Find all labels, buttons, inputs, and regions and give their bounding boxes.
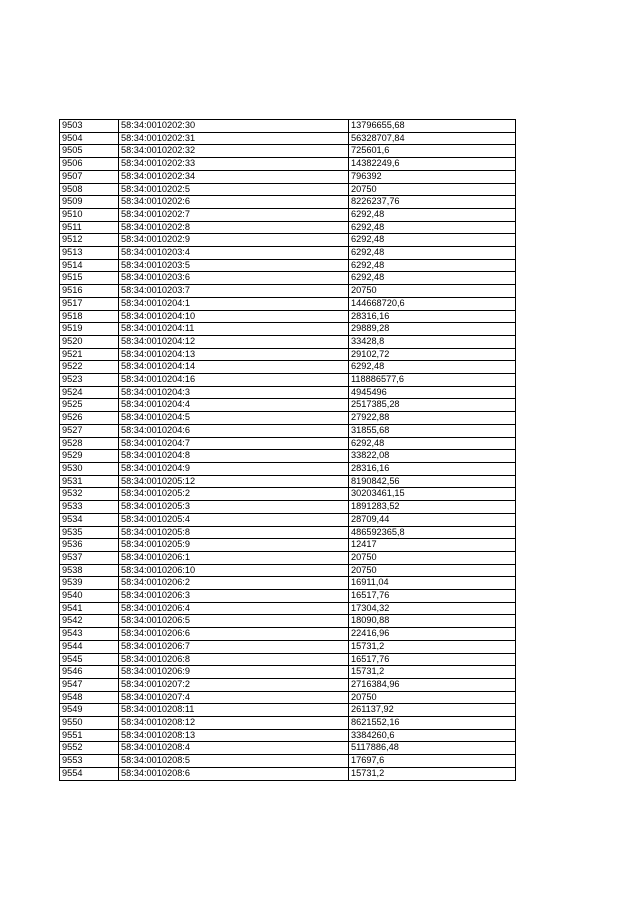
row-number-cell: 9512: [60, 234, 119, 247]
value-cell: 144668720,6: [349, 297, 516, 310]
value-cell: 12417: [349, 539, 516, 552]
table-row: [60, 158, 516, 171]
table-row: [60, 247, 516, 260]
cadastral-number-cell: 58:34:0010203:6: [119, 272, 349, 285]
value-cell: 20750: [349, 285, 516, 298]
table-row: [60, 678, 516, 691]
row-number-cell: 9552: [60, 742, 119, 755]
value-cell: 725601,6: [349, 145, 516, 158]
table-body: [60, 120, 516, 781]
cadastral-number-cell: 58:34:0010202:30: [119, 120, 349, 133]
value-cell: 56328707,84: [349, 132, 516, 145]
row-number-cell: 9521: [60, 348, 119, 361]
value-cell: 28316,16: [349, 462, 516, 475]
cadastral-number-cell: 58:34:0010205:12: [119, 475, 349, 488]
cadastral-number-cell: 58:34:0010204:12: [119, 335, 349, 348]
table-row: [60, 310, 516, 323]
row-number-cell: 9514: [60, 259, 119, 272]
row-number-cell: 9532: [60, 488, 119, 501]
cadastral-number-cell: 58:34:0010208:12: [119, 717, 349, 730]
table-row: [60, 615, 516, 628]
cadastral-number-cell: 58:34:0010207:4: [119, 691, 349, 704]
cadastral-number-cell: 58:34:0010203:7: [119, 285, 349, 298]
value-cell: 28709,44: [349, 513, 516, 526]
table-row: [60, 208, 516, 221]
value-cell: 6292,48: [349, 361, 516, 374]
row-number-cell: 9511: [60, 221, 119, 234]
cadastral-number-cell: 58:34:0010206:5: [119, 615, 349, 628]
cadastral-number-cell: 58:34:0010206:4: [119, 602, 349, 615]
cadastral-number-cell: 58:34:0010204:14: [119, 361, 349, 374]
table-row: [60, 653, 516, 666]
row-number-cell: 9504: [60, 132, 119, 145]
row-number-cell: 9529: [60, 450, 119, 463]
cadastral-number-cell: 58:34:0010206:10: [119, 564, 349, 577]
cadastral-number-cell: 58:34:0010208:13: [119, 729, 349, 742]
cadastral-number-cell: 58:34:0010204:16: [119, 374, 349, 387]
cadastral-number-cell: 58:34:0010208:4: [119, 742, 349, 755]
table-row: [60, 221, 516, 234]
table-row: [60, 196, 516, 209]
table-row: [60, 488, 516, 501]
cadastral-value-table: [59, 119, 516, 781]
row-number-cell: 9546: [60, 666, 119, 679]
value-cell: 118886577,6: [349, 374, 516, 387]
value-cell: 31855,68: [349, 424, 516, 437]
cadastral-number-cell: 58:34:0010204:8: [119, 450, 349, 463]
row-number-cell: 9553: [60, 755, 119, 768]
table-row: [60, 602, 516, 615]
table-row: [60, 691, 516, 704]
value-cell: 33822,08: [349, 450, 516, 463]
row-number-cell: 9535: [60, 526, 119, 539]
table-row: [60, 628, 516, 641]
cadastral-number-cell: 58:34:0010205:3: [119, 501, 349, 514]
cadastral-number-cell: 58:34:0010202:32: [119, 145, 349, 158]
cadastral-number-cell: 58:34:0010202:31: [119, 132, 349, 145]
row-number-cell: 9539: [60, 577, 119, 590]
cadastral-number-cell: 58:34:0010208:5: [119, 755, 349, 768]
row-number-cell: 9541: [60, 602, 119, 615]
table-row: [60, 335, 516, 348]
cadastral-number-cell: 58:34:0010202:34: [119, 170, 349, 183]
value-cell: 20750: [349, 564, 516, 577]
value-cell: 1891283,52: [349, 501, 516, 514]
row-number-cell: 9537: [60, 551, 119, 564]
cadastral-number-cell: 58:34:0010204:10: [119, 310, 349, 323]
row-number-cell: 9527: [60, 424, 119, 437]
value-cell: 5117886,48: [349, 742, 516, 755]
cadastral-number-cell: 58:34:0010206:9: [119, 666, 349, 679]
value-cell: 27922,88: [349, 412, 516, 425]
row-number-cell: 9526: [60, 412, 119, 425]
table-row: [60, 323, 516, 336]
table-row: [60, 374, 516, 387]
cadastral-number-cell: 58:34:0010204:11: [119, 323, 349, 336]
table-row: [60, 424, 516, 437]
row-number-cell: 9536: [60, 539, 119, 552]
cadastral-number-cell: 58:34:0010206:3: [119, 590, 349, 603]
row-number-cell: 9515: [60, 272, 119, 285]
table-row: [60, 564, 516, 577]
cadastral-number-cell: 58:34:0010204:7: [119, 437, 349, 450]
table-row: [60, 539, 516, 552]
table-row: [60, 666, 516, 679]
value-cell: 6292,48: [349, 437, 516, 450]
table-row: [60, 170, 516, 183]
cadastral-number-cell: 58:34:0010207:2: [119, 678, 349, 691]
cadastral-number-cell: 58:34:0010204:13: [119, 348, 349, 361]
value-cell: 3384260,6: [349, 729, 516, 742]
table-row: [60, 767, 516, 780]
table-row: [60, 462, 516, 475]
row-number-cell: 9517: [60, 297, 119, 310]
value-cell: 4945496: [349, 386, 516, 399]
cadastral-number-cell: 58:34:0010202:6: [119, 196, 349, 209]
cadastral-number-cell: 58:34:0010205:2: [119, 488, 349, 501]
value-cell: 33428,8: [349, 335, 516, 348]
row-number-cell: 9538: [60, 564, 119, 577]
cadastral-number-cell: 58:34:0010203:4: [119, 247, 349, 260]
value-cell: 2517385,28: [349, 399, 516, 412]
row-number-cell: 9528: [60, 437, 119, 450]
value-cell: 28316,16: [349, 310, 516, 323]
row-number-cell: 9503: [60, 120, 119, 133]
table-row: [60, 285, 516, 298]
row-number-cell: 9516: [60, 285, 119, 298]
row-number-cell: 9545: [60, 653, 119, 666]
value-cell: 22416,96: [349, 628, 516, 641]
row-number-cell: 9525: [60, 399, 119, 412]
value-cell: 8190842,56: [349, 475, 516, 488]
table-row: [60, 526, 516, 539]
table-row: [60, 437, 516, 450]
row-number-cell: 9507: [60, 170, 119, 183]
cadastral-number-cell: 58:34:0010206:2: [119, 577, 349, 590]
cadastral-number-cell: 58:34:0010204:3: [119, 386, 349, 399]
table-row: [60, 501, 516, 514]
table-row: [60, 183, 516, 196]
table-row: [60, 361, 516, 374]
row-number-cell: 9508: [60, 183, 119, 196]
row-number-cell: 9550: [60, 717, 119, 730]
row-number-cell: 9518: [60, 310, 119, 323]
table-row: [60, 717, 516, 730]
value-cell: 486592365,8: [349, 526, 516, 539]
value-cell: 8226237,76: [349, 196, 516, 209]
table-row: [60, 475, 516, 488]
cadastral-number-cell: 58:34:0010205:4: [119, 513, 349, 526]
table-row: [60, 755, 516, 768]
value-cell: 261137,92: [349, 704, 516, 717]
cadastral-number-cell: 58:34:0010202:8: [119, 221, 349, 234]
value-cell: 17697,6: [349, 755, 516, 768]
table-row: [60, 259, 516, 272]
cadastral-number-cell: 58:34:0010202:33: [119, 158, 349, 171]
row-number-cell: 9522: [60, 361, 119, 374]
value-cell: 20750: [349, 691, 516, 704]
table-row: [60, 120, 516, 133]
cadastral-number-cell: 58:34:0010204:4: [119, 399, 349, 412]
row-number-cell: 9519: [60, 323, 119, 336]
value-cell: 15731,2: [349, 666, 516, 679]
cadastral-number-cell: 58:34:0010206:1: [119, 551, 349, 564]
value-cell: 6292,48: [349, 221, 516, 234]
row-number-cell: 9513: [60, 247, 119, 260]
cadastral-number-cell: 58:34:0010204:9: [119, 462, 349, 475]
table-row: [60, 412, 516, 425]
cadastral-number-cell: 58:34:0010205:9: [119, 539, 349, 552]
value-cell: 29102,72: [349, 348, 516, 361]
cadastral-number-cell: 58:34:0010202:5: [119, 183, 349, 196]
table-row: [60, 704, 516, 717]
table-row: [60, 640, 516, 653]
value-cell: 6292,48: [349, 234, 516, 247]
value-cell: 15731,2: [349, 640, 516, 653]
table-row: [60, 590, 516, 603]
value-cell: 20750: [349, 183, 516, 196]
table-row: [60, 234, 516, 247]
value-cell: 8621552,16: [349, 717, 516, 730]
value-cell: 20750: [349, 551, 516, 564]
cadastral-number-cell: 58:34:0010206:8: [119, 653, 349, 666]
row-number-cell: 9534: [60, 513, 119, 526]
table-row: [60, 399, 516, 412]
row-number-cell: 9548: [60, 691, 119, 704]
value-cell: 29889,28: [349, 323, 516, 336]
value-cell: 15731,2: [349, 767, 516, 780]
row-number-cell: 9551: [60, 729, 119, 742]
table-row: [60, 145, 516, 158]
value-cell: 16517,76: [349, 653, 516, 666]
table-row: [60, 577, 516, 590]
cadastral-number-cell: 58:34:0010208:6: [119, 767, 349, 780]
row-number-cell: 9510: [60, 208, 119, 221]
table-row: [60, 132, 516, 145]
cadastral-number-cell: 58:34:0010205:8: [119, 526, 349, 539]
cadastral-number-cell: 58:34:0010206:7: [119, 640, 349, 653]
table-row: [60, 348, 516, 361]
row-number-cell: 9533: [60, 501, 119, 514]
table-row: [60, 297, 516, 310]
row-number-cell: 9520: [60, 335, 119, 348]
cadastral-number-cell: 58:34:0010204:1: [119, 297, 349, 310]
value-cell: 796392: [349, 170, 516, 183]
row-number-cell: 9524: [60, 386, 119, 399]
row-number-cell: 9523: [60, 374, 119, 387]
table-row: [60, 272, 516, 285]
value-cell: 14382249,6: [349, 158, 516, 171]
cadastral-number-cell: 58:34:0010203:5: [119, 259, 349, 272]
cadastral-number-cell: 58:34:0010202:7: [119, 208, 349, 221]
cadastral-number-cell: 58:34:0010202:9: [119, 234, 349, 247]
cadastral-number-cell: 58:34:0010206:6: [119, 628, 349, 641]
table-row: [60, 450, 516, 463]
row-number-cell: 9549: [60, 704, 119, 717]
table-row: [60, 551, 516, 564]
value-cell: 13796655,68: [349, 120, 516, 133]
row-number-cell: 9544: [60, 640, 119, 653]
row-number-cell: 9543: [60, 628, 119, 641]
value-cell: 2716384,96: [349, 678, 516, 691]
row-number-cell: 9547: [60, 678, 119, 691]
cadastral-number-cell: 58:34:0010204:6: [119, 424, 349, 437]
value-cell: 6292,48: [349, 247, 516, 260]
value-cell: 6292,48: [349, 272, 516, 285]
table-row: [60, 513, 516, 526]
row-number-cell: 9531: [60, 475, 119, 488]
value-cell: 6292,48: [349, 208, 516, 221]
table-row: [60, 386, 516, 399]
row-number-cell: 9506: [60, 158, 119, 171]
value-cell: 16911,04: [349, 577, 516, 590]
row-number-cell: 9509: [60, 196, 119, 209]
table-row: [60, 729, 516, 742]
value-cell: 6292,48: [349, 259, 516, 272]
row-number-cell: 9540: [60, 590, 119, 603]
value-cell: 18090,88: [349, 615, 516, 628]
row-number-cell: 9505: [60, 145, 119, 158]
row-number-cell: 9530: [60, 462, 119, 475]
cadastral-number-cell: 58:34:0010204:5: [119, 412, 349, 425]
value-cell: 30203461,15: [349, 488, 516, 501]
value-cell: 17304,32: [349, 602, 516, 615]
table-row: [60, 742, 516, 755]
row-number-cell: 9554: [60, 767, 119, 780]
cadastral-number-cell: 58:34:0010208:11: [119, 704, 349, 717]
value-cell: 16517,76: [349, 590, 516, 603]
row-number-cell: 9542: [60, 615, 119, 628]
